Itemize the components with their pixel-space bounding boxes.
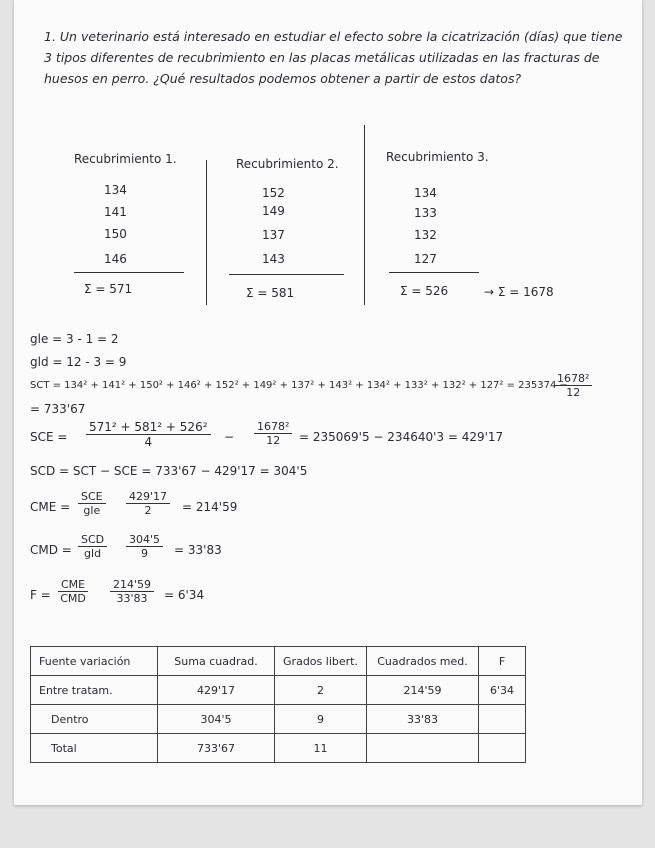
cell: 6'34	[479, 676, 526, 705]
numerator: 1678²	[554, 372, 592, 386]
denominator: 33'83	[116, 592, 148, 605]
sce-label: SCE =	[30, 430, 68, 444]
group-title: Recubrimiento 1.	[74, 152, 177, 166]
table-row	[31, 705, 526, 734]
cell: 304'5	[158, 705, 275, 734]
group-sum: Σ = 526	[400, 284, 449, 298]
sce-fraction	[86, 420, 211, 449]
cell: Dentro	[31, 705, 158, 734]
numerator: 571² + 581² + 526²	[86, 420, 211, 435]
cell	[479, 705, 526, 734]
denominator: gld	[84, 547, 102, 560]
cell: 2	[275, 676, 367, 705]
f-fraction	[58, 578, 88, 605]
value: 152	[262, 186, 285, 200]
value: 127	[414, 252, 437, 266]
f-result: = 6'34	[164, 588, 205, 602]
denominator: 9	[141, 547, 149, 560]
denominator: CMD	[60, 592, 86, 605]
problem-statement: 1. Un veterinario está interesado en estudiar el efecto sobre la cicatrización (días) que tiene 3 tipos diferentes de recubrimiento en las placas metálicas utilizadas en las fracturas de huesos en perro. ¿Qué resultados podemos obtener a partir de estos datos?	[44, 29, 623, 86]
gle: gle = 3 - 1 = 2	[30, 332, 119, 346]
f-label: F =	[30, 588, 51, 602]
cell: 9	[275, 705, 367, 734]
group-title: Recubrimiento 2.	[236, 157, 339, 171]
cell: 733'67	[158, 734, 275, 763]
header-cell: Grados libert.	[275, 647, 367, 676]
header-cell: F	[479, 647, 526, 676]
table-row	[31, 676, 526, 705]
grand-total: → Σ = 1678	[484, 285, 554, 299]
cell	[367, 734, 479, 763]
header-cell: Cuadrados med.	[367, 647, 479, 676]
cell: 33'83	[367, 705, 479, 734]
cmd-label: CMD =	[30, 543, 72, 557]
cmd-fraction-2	[126, 533, 163, 560]
divider	[206, 160, 207, 305]
denominator: 12	[566, 386, 581, 399]
group-sum: Σ = 581	[246, 286, 295, 300]
cme-fraction-2	[126, 490, 170, 517]
sct: SCT = 134² + 141² + 150² + 146² + 152² + 149² + 137² + 143² + 134² + 133² + 132² + 127² = 235374 −	[30, 380, 568, 391]
group-sum: Σ = 571	[84, 282, 133, 296]
value: 132	[414, 228, 437, 242]
denominator: 2	[144, 504, 152, 517]
value: 133	[414, 206, 437, 220]
sce-result: = 235069'5 − 234640'3 = 429'17	[299, 430, 504, 444]
numerator: SCE	[78, 490, 106, 504]
sum-line	[389, 272, 479, 273]
divider	[364, 125, 365, 305]
anova-table	[30, 646, 526, 763]
cell	[479, 734, 526, 763]
numerator: 429'17	[126, 490, 170, 504]
value: 141	[104, 205, 127, 219]
value: 134	[104, 183, 127, 197]
denominator: 4	[144, 435, 153, 449]
header-cell: Suma cuadrad.	[158, 647, 275, 676]
f-fraction-2	[110, 578, 154, 605]
sum-line	[229, 274, 344, 275]
minus: −	[224, 430, 235, 444]
cme-result: = 214'59	[182, 500, 238, 514]
header-cell: Fuente variación	[31, 647, 158, 676]
numerator: 214'59	[110, 578, 154, 592]
sce-fraction-2	[254, 420, 292, 447]
value: 143	[262, 252, 285, 266]
cell: 214'59	[367, 676, 479, 705]
cell: Total	[31, 734, 158, 763]
denominator: gle	[83, 504, 101, 517]
cme-label: CME =	[30, 500, 71, 514]
value: 146	[104, 252, 127, 266]
numerator: CME	[58, 578, 88, 592]
scd: SCD = SCT − SCE = 733'67 − 429'17 = 304'5	[30, 464, 308, 478]
numerator: 1678²	[254, 420, 292, 434]
cell: 429'17	[158, 676, 275, 705]
cell: Entre tratam.	[31, 676, 158, 705]
sct-fraction	[554, 372, 592, 399]
sum-line	[74, 272, 184, 273]
gld: gld = 12 - 3 = 9	[30, 355, 127, 369]
cmd-result: = 33'83	[174, 543, 222, 557]
denominator: 12	[266, 434, 281, 447]
numerator: SCD	[78, 533, 107, 547]
table-header	[31, 647, 526, 676]
cmd-fraction	[78, 533, 107, 560]
table-row	[31, 734, 526, 763]
value: 134	[414, 186, 437, 200]
cme-fraction	[78, 490, 106, 517]
group-title: Recubrimiento 3.	[386, 150, 489, 164]
sct-result: = 733'67	[30, 402, 86, 416]
value: 149	[262, 204, 285, 218]
value: 150	[104, 227, 127, 241]
value: 137	[262, 228, 285, 242]
cell: 11	[275, 734, 367, 763]
numerator: 304'5	[126, 533, 163, 547]
